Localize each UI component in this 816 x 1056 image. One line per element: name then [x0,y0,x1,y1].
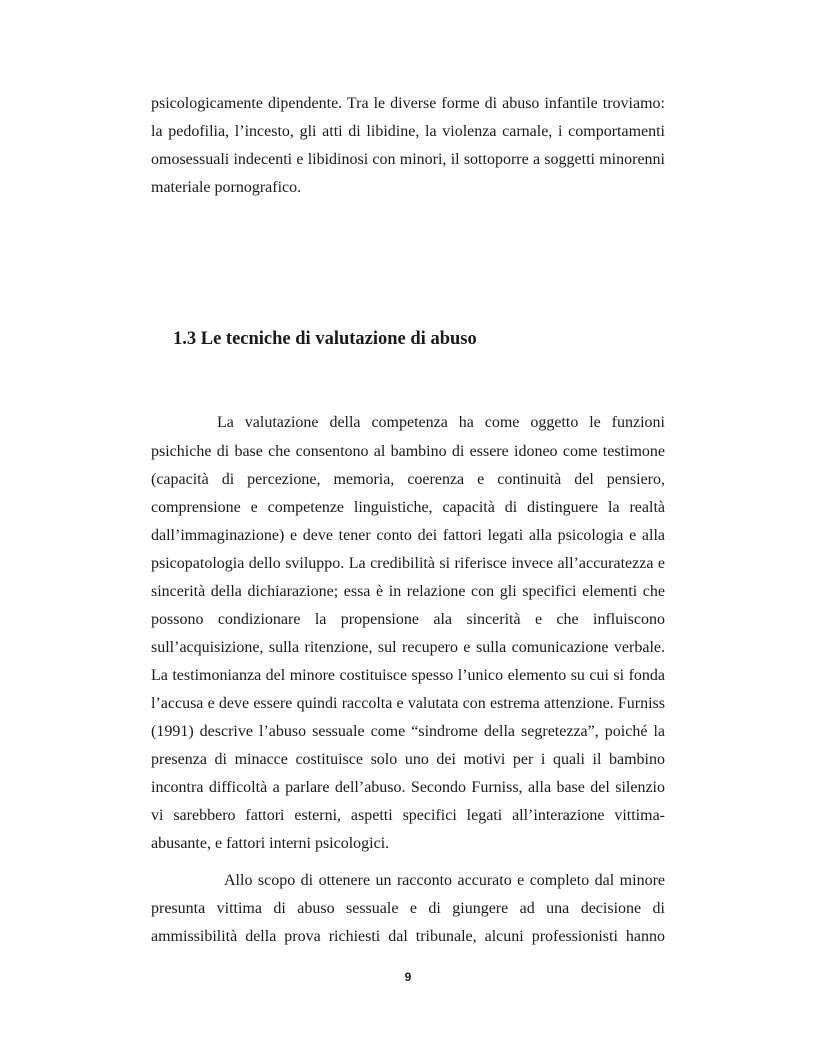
text-line: presenza di minacce costituisce solo uno dei motivi per i quali il bambino [151,751,665,768]
text-line: sincerità della dichiarazione; essa è in relazione con gli specifici elementi che [151,583,665,600]
text-line: incontra difficoltà a parlare dell’abuso. Secondo Furniss, alla base del silenzio [151,779,665,796]
text-line: psichiche di base che consentono al bambino di essere idoneo come testimone [151,443,665,460]
text-line: psicologicamente dipendente. Tra le diverse forme di abuso infantile troviamo: [151,95,665,112]
text-line: presunta vittima di abuso sessuale e di giungere ad una decisione di [151,900,665,917]
text-line: (1991) descrive l’abuso sessuale come “sindrome della segretezza”, poiché la [151,723,665,740]
text-line: sull’acquisizione, sulla ritenzione, sul recupero e sulla comunicazione verbale. [151,639,665,656]
text-line: materiale pornografico. [151,179,302,196]
text-line: omosessuali indecenti e libidinosi con minori, il sottoporre a soggetti minorenni [151,151,665,168]
text-line: la pedofilia, l’incesto, gli atti di libidine, la violenza carnale, i comportamenti [151,123,665,140]
text-line: l’accusa e deve essere quindi raccolta e valutata con estrema attenzione. Furniss [151,695,665,712]
text-line: La testimonianza del minore costituisce spesso l’unico elemento su cui si fonda [151,667,665,684]
page-number: 9 [404,970,412,984]
text-line: abusante, e fattori interni psicologici. [151,835,390,852]
text-line: dall’immaginazione) e deve tener conto dei fattori legati alla psicologia e alla [151,527,665,544]
text-line: possono condizionare la propensione ala sincerità e che influiscono [151,611,665,628]
text-line: vi sarebbero fattori esterni, aspetti specifici legati all’interazione vittima- [151,807,665,824]
text-line: Allo scopo di ottenere un racconto accurato e completo dal minore [224,872,665,889]
section-heading: 1.3 Le tecniche di valutazione di abuso [173,329,477,349]
text-line: ammissibilità della prova richiesti dal tribunale, alcuni professionisti hanno [151,928,665,945]
text-line: La valutazione della competenza ha come oggetto le funzioni [217,414,665,431]
text-line: comprensione e competenze linguistiche, capacità di distinguere la realtà [151,499,665,516]
text-line: (capacità di percezione, memoria, coerenza e continuità del pensiero, [151,471,665,488]
text-line: psicopatologia dello sviluppo. La credibilità si riferisce invece all’accuratezza e [151,555,665,572]
